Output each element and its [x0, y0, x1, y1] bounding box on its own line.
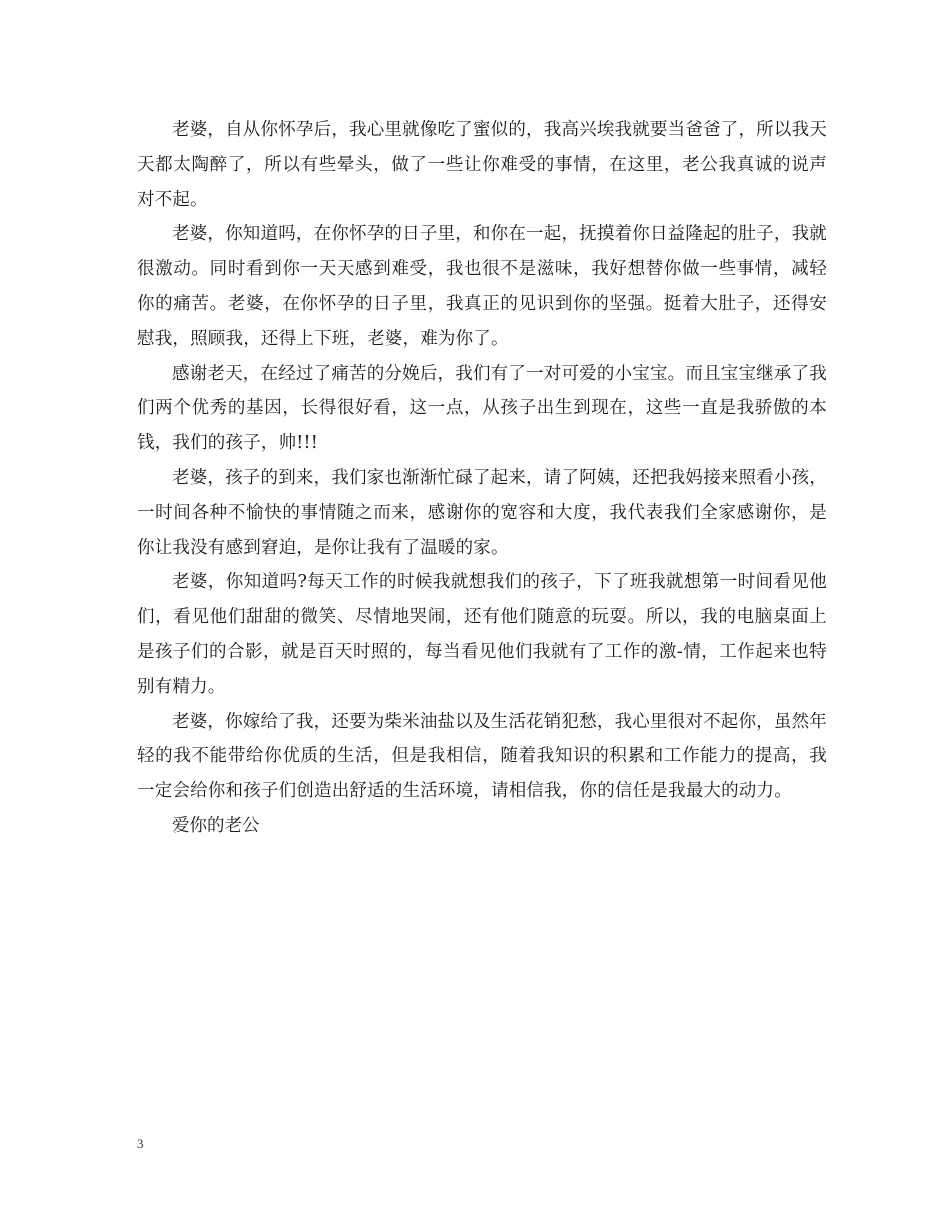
- closing-signature: 爱你的老公: [172, 815, 260, 836]
- paragraph-1: 老婆，自从你怀孕后，我心里就像吃了蜜似的，我高兴埃我就要当爸爸了，所以我天天都太陶醉了，所以有些晕头，做了一些让你难受的事情，在这里，老公我真诚的说声对不起。: [137, 120, 827, 210]
- paragraph-3: 感谢老天，在经过了痛苦的分娩后，我们有了一对可爱的小宝宝。而且宝宝继承了我们两个优秀的基因，长得很好看，这一点，从孩子出生到现在，这些一直是我骄傲的本钱，我们的孩子，帅!!!: [137, 363, 827, 454]
- paragraph-4: 老婆，孩子的到来，我们家也渐渐忙碌了起来，请了阿姨，还把我妈接来照看小孩，一时间各种不愉快的事情随之而来，感谢你的宽容和大度，我代表我们全家感谢你，是你让我没有感到窘迫，是你让我有了温暖的家。: [137, 467, 827, 558]
- page-number: 3: [137, 1136, 144, 1151]
- paragraph-5: 老婆，你知道吗?每天工作的时候我就想我们的孩子，下了班我就想第一时间看见他们，看见他们甜甜的微笑、尽情地哭闹，还有他们随意的玩耍。所以，我的电脑桌面上是孩子们的合影，就是百天时照的，每当看见他们我就有了工作的激-情，工作起来也特别有精力。: [137, 572, 827, 697]
- letter-body: [137, 113, 827, 844]
- paragraph-2: 老婆，你知道吗，在你怀孕的日子里，和你在一起，抚摸着你日益隆起的肚子，我就很激动。同时看到你一天天感到难受，我也很不是滋味，我好想替你做一些事情，减轻你的痛苦。老婆，在你怀孕的日子里，我真正的见识到你的坚强。挺着大肚子，还得安慰我，照顾我，还得上下班，老婆，难为你了。: [137, 224, 827, 349]
- paragraph-6: 老婆，你嫁给了我，还要为柴米油盐以及生活花销犯愁，我心里很对不起你，虽然年轻的我不能带给你优质的生活，但是我相信，随着我知识的积累和工作能力的提高，我一定会给你和孩子们创造出舒适的生活环境，请相信我，你的信任是我最大的动力。: [137, 711, 827, 802]
